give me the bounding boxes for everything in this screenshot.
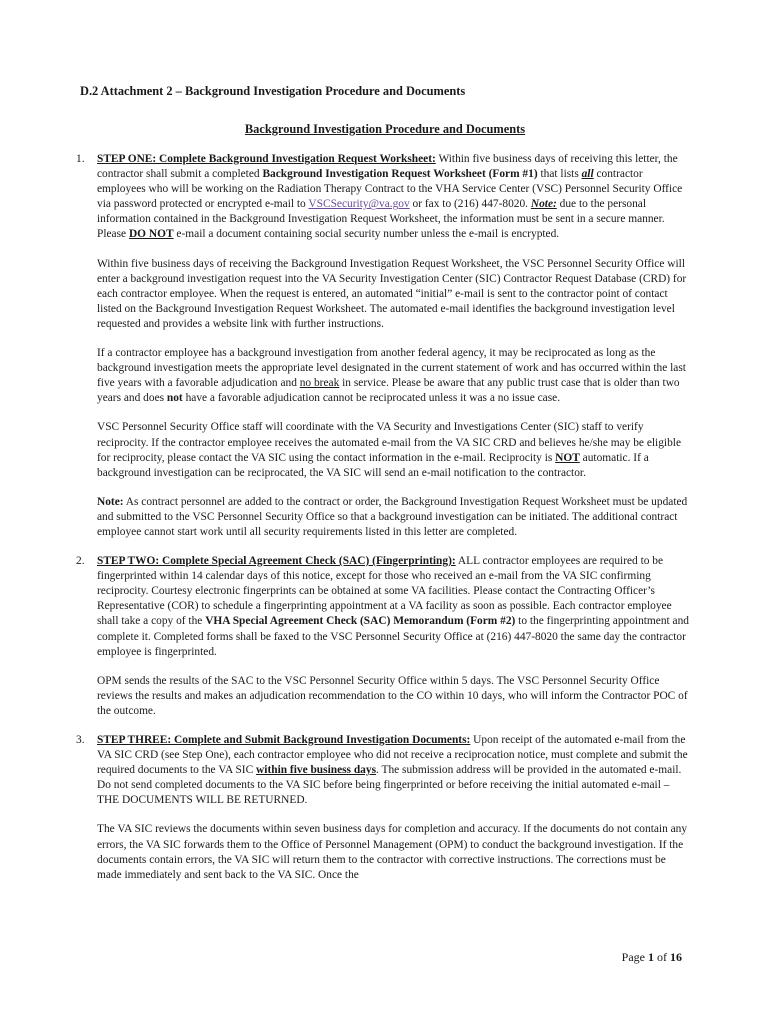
step-heading: STEP TWO: Complete Special Agreement Check (SAC) (Fingerprinting): xyxy=(97,555,456,568)
note-label: Note: xyxy=(97,495,124,508)
procedure-list xyxy=(76,152,690,897)
step-number: 3. xyxy=(76,734,85,746)
note-label: Note: xyxy=(530,198,557,211)
step-number: 1. xyxy=(76,153,85,165)
step-one-paragraph-4: VSC Personnel Security Office staff will coordinate with the VA Security and Investigations Center (SIC) staff to verify reciprocity. If the contractor employee receives the automated e-mail from the VA SIC CRD and believes he/she may be eligible for reciprocity, please contact the VA SIC using the contact information in the e-mail. Reciprocity is NOT automatic. If a background investigation can be reciprocated, the VA SIC will send an e-mail notification to the contractor. xyxy=(97,421,681,479)
step-two-paragraph-2: OPM sends the results of the SAC to the VSC Personnel Security Office within 5 days. The VSC Personnel Security Office reviews the results and makes an adjudication recommendation to the CO within 10 days, who will inform the Contractor POC of the outcome. xyxy=(97,674,688,717)
step-two-paragraph-1: STEP TWO: Complete Special Agreement Check (SAC) (Fingerprinting): ALL contractor employees are required to be fingerprinted within 14 calendar days of this notice, except for those who received an e-mail from the VA SIC confirming reciprocity. Courtesy electronic fingerprints can be obtained at some VA facilities. Please contact the Contracting Officer’s Representative (COR) to schedule a fingerprinting appointment at a VA facility as soon as possible. Each contractor employee shall take a copy of the VHA Special Agreement Check (SAC) Memorandum (Form #2) to the fingerprinting appointment and complete it. Completed forms shall be faxed to the VSC Personnel Security Office at (216) 447-8020 the same day the contractor employee is fingerprinted. xyxy=(97,555,689,658)
step-heading: STEP THREE: Complete and Submit Background Investigation Documents: xyxy=(97,734,471,746)
step-three xyxy=(76,733,690,883)
section-header: D.2 Attachment 2 – Background Investigation Procedure and Documents xyxy=(80,84,466,98)
step-three-paragraph-2: The VA SIC reviews the documents within seven business days for completion and accuracy. If the documents do not contain any errors, the VA SIC forwards them to the Office of Personnel Management (OPM) to conduct the background investigation. If the documents contain errors, the VA SIC will return them to the contractor with corrective instructions. The corrections must be made immediately and sent back to the VA SIC. Once the xyxy=(97,823,688,881)
page-number: Page 1 of 16 xyxy=(621,950,682,964)
step-one-paragraph-3: If a contractor employee has a background investigation from another federal agency, it may be reciprocated as long as the background investigation meets the appropriate level designated in the current statement of work and has occurred within the last five years with a favorable adjudication and no break in service. Please be aware that any public trust case that is older than two years and does not have a favorable adjudication cannot be reciprocated unless it was a no issue case. xyxy=(97,347,686,405)
step-one xyxy=(76,152,690,540)
step-one-paragraph-2: Within five business days of receiving the Background Investigation Request Worksheet, the VSC Personnel Security Office will enter a background investigation request into the VA Security Investigation Center (SIC) Contractor Request Database (CRD) for each contractor employee. When the request is entered, an automated “initial” e-mail is sent to the contractor point of contact listed on the Background Investigation Request Worksheet. The automated e-mail identifies the background investigation level requested and provides a website link with further instructions. xyxy=(97,257,687,330)
step-one-paragraph-1: STEP ONE: Complete Background Investigation Request Worksheet: Within five business days of receiving this letter, the contractor shall submit a completed Background Investigation Request Worksheet (Form #1) that lists all contractor employees who will be working on the Radiation Therapy Contract to the VHA Service Center (VSC) Personnel Security Office via password protected or encrypted e-mail to VSCSecurity@va.gov or fax to (216) 447-8020. Note: due to the personal information contained in the Background Investigation Request Worksheet, the information must be sent in a secure manner. Please DO NOT e-mail a document containing social security number unless the e-mail is encrypted. xyxy=(97,153,683,241)
step-three-paragraph-1: STEP THREE: Complete and Submit Background Investigation Documents: Upon receipt of the automated e-mail from the VA SIC CRD (see Step One), each contractor employee who did not receive a reciprocation notice, must complete and submit the required documents to the VA SIC within five business days. The submission address will be provided in the automated e-mail. Do not send completed documents to the VA SIC before being fingerprinted or before receiving the initial automated e-mail – THE DOCUMENTS WILL BE RETURNED. xyxy=(97,734,688,807)
step-heading: STEP ONE: Complete Background Investigation Request Worksheet: xyxy=(97,153,436,165)
emphasis-all: all xyxy=(581,168,594,181)
step-number: 2. xyxy=(76,555,85,568)
step-two xyxy=(76,554,690,719)
do-not-emphasis: DO NOT xyxy=(128,228,174,241)
document-title: Background Investigation Procedure and Documents xyxy=(244,122,526,136)
step-one-note: Note: As contract personnel are added to the contract or order, the Background Investigation Request Worksheet must be updated and submitted to the VSC Personnel Security Office so that a background investigation can be initiated. The additional contract employee cannot start work until all security requirements listed in this letter are completed. xyxy=(97,495,688,538)
email-link[interactable]: VSCSecurity@va.gov xyxy=(308,198,410,211)
